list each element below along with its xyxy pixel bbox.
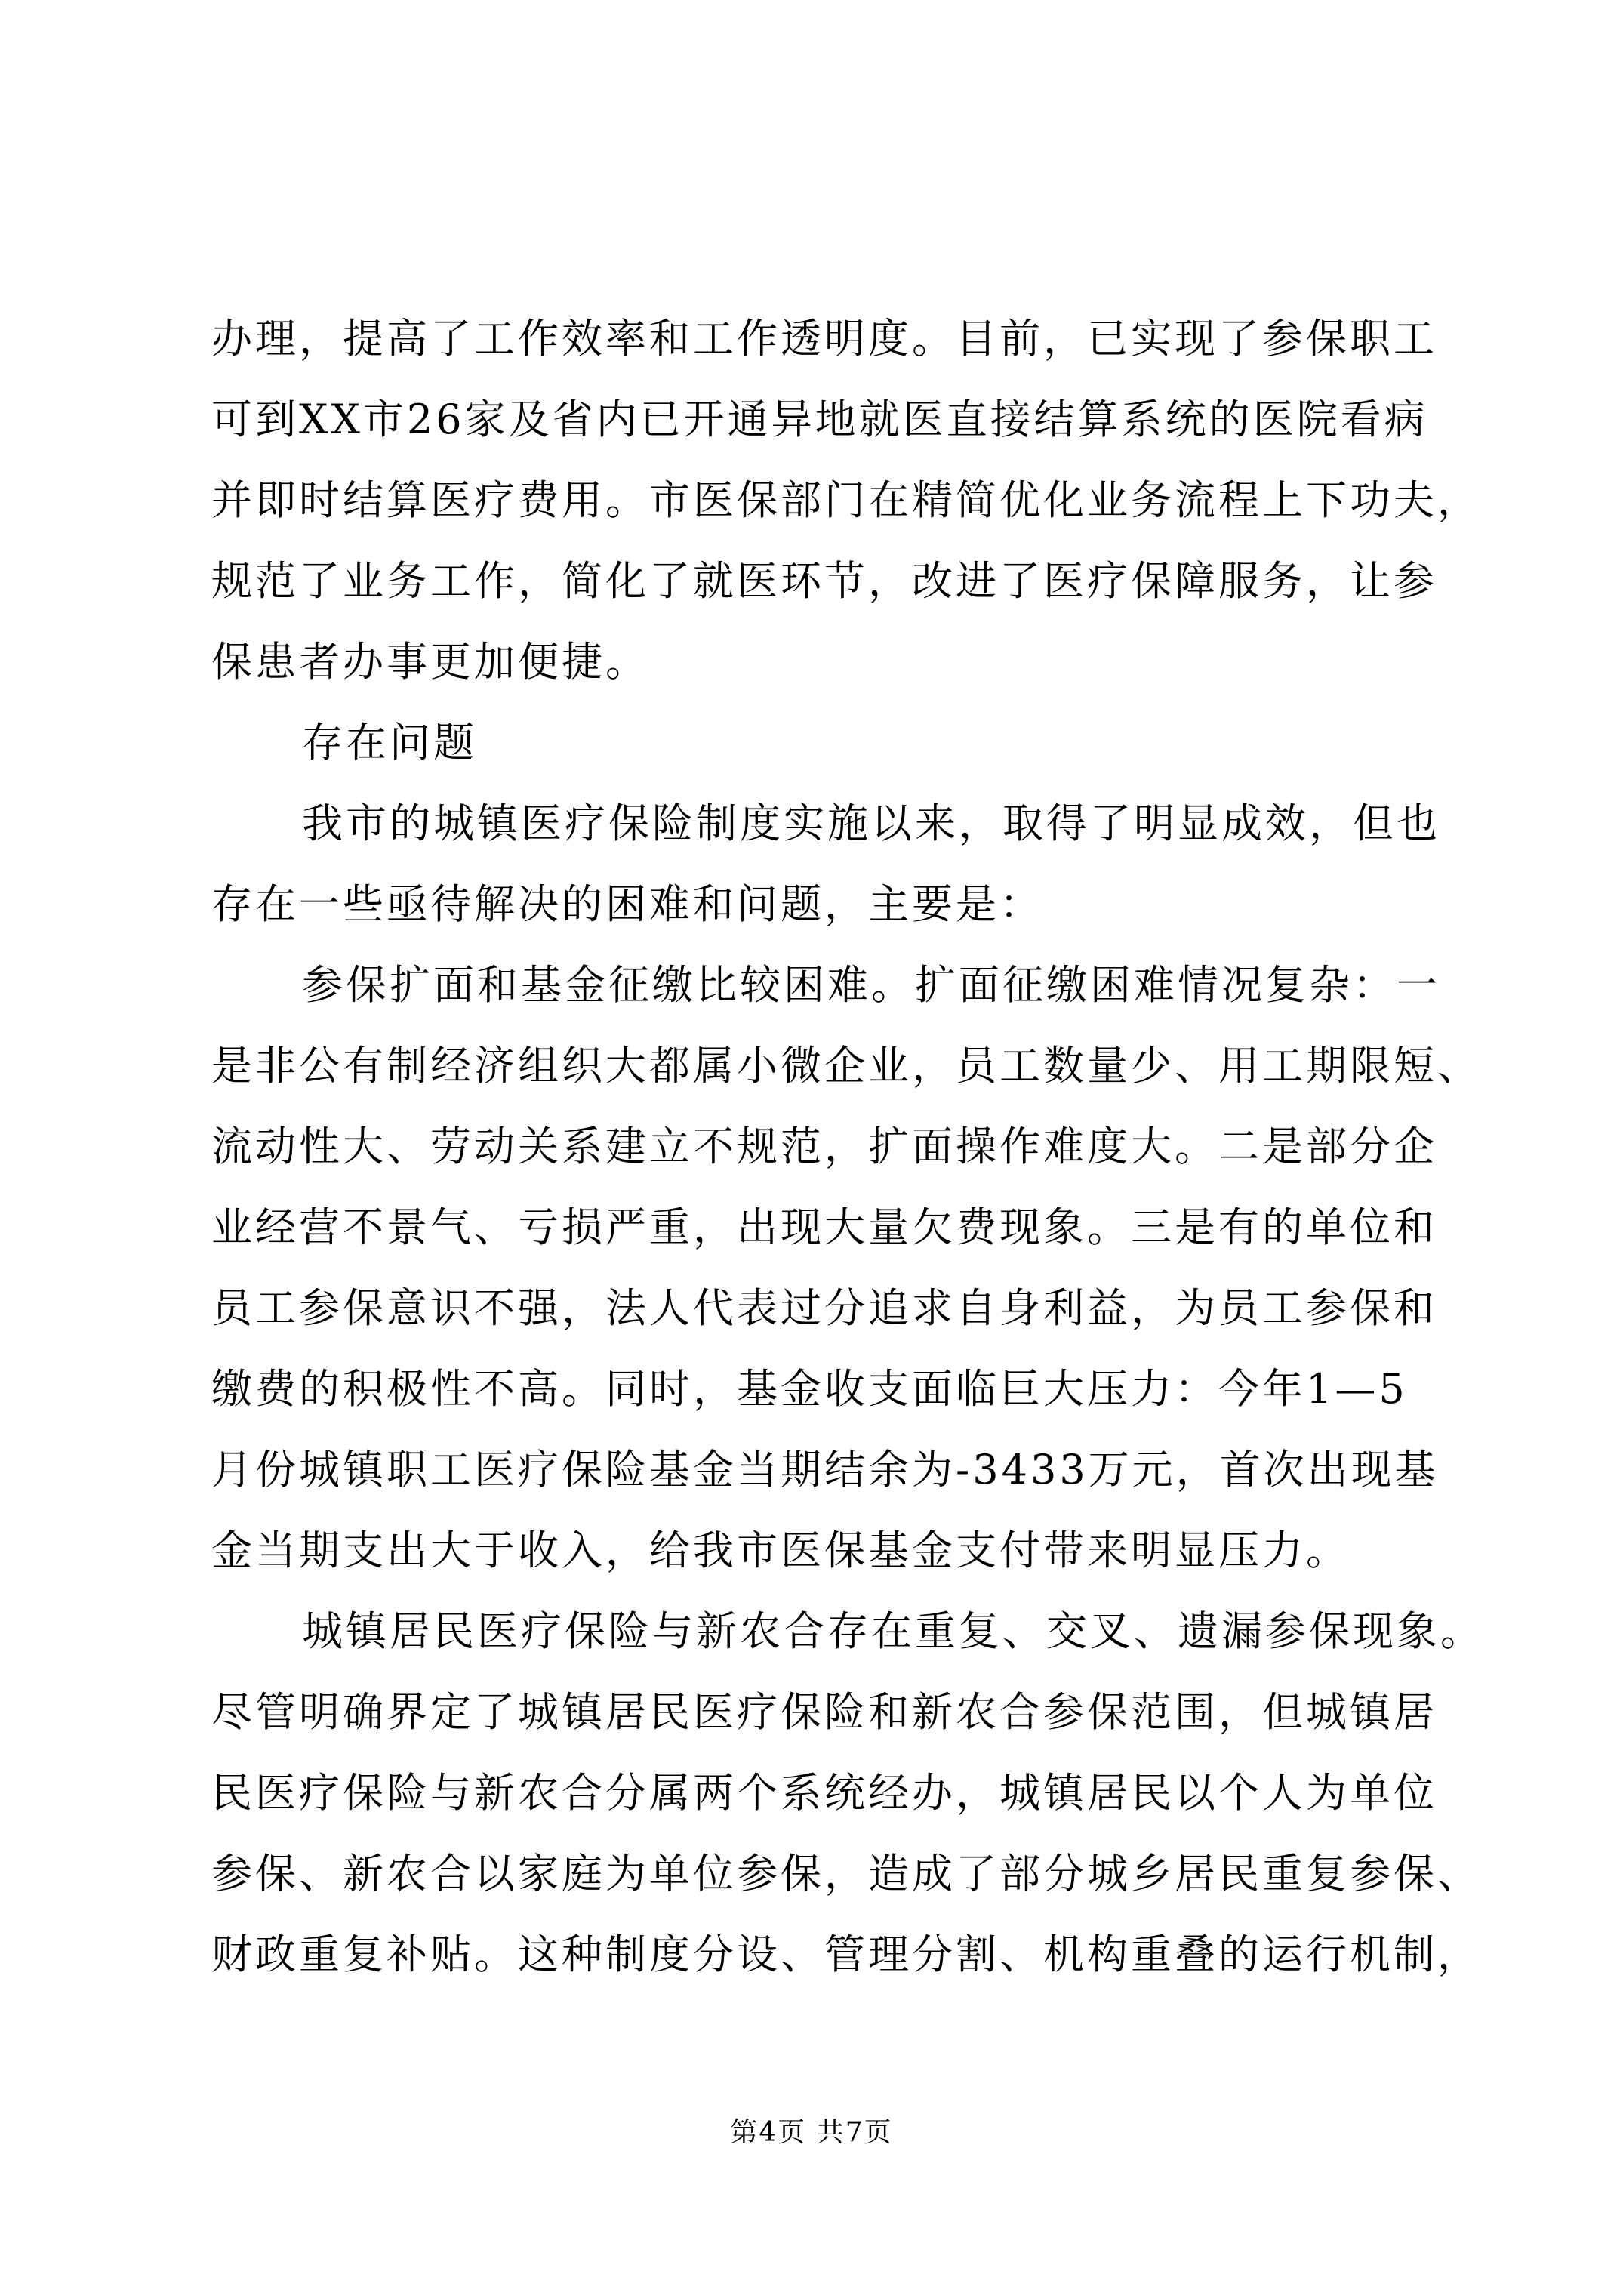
page-number-footer: 第4页 共7页 bbox=[730, 2117, 893, 2148]
text-line: 月份城镇职工医疗保险基金当期结余为-3433万元，首次出现基 bbox=[211, 1446, 1439, 1493]
text-line: 规范了业务工作，简化了就医环节，改进了医疗保障服务，让参 bbox=[211, 557, 1437, 605]
section-heading: 存在问题 bbox=[302, 719, 477, 766]
text-line: 可到XX市26家及省内已开通异地就医直接结算系统的医院看病 bbox=[211, 396, 1428, 443]
document-body bbox=[211, 298, 1495, 1995]
text-line: 城镇居民医疗保险与新农合存在重复、交叉、遗漏参保现象。 bbox=[302, 1607, 1484, 1655]
text-line: 员工参保意识不强，法人代表过分追求自身利益，为员工参保和 bbox=[211, 1284, 1437, 1332]
text-line: 金当期支出大于收入，给我市医保基金支付带来明显压力。 bbox=[211, 1527, 1350, 1574]
text-line: 并即时结算医疗费用。市医保部门在精简优化业务流程上下功夫， bbox=[211, 476, 1481, 524]
text-line: 我市的城镇医疗保险制度实施以来，取得了明显成效，但也 bbox=[302, 800, 1440, 847]
text-line: 尽管明确界定了城镇居民医疗保险和新农合参保范围，但城镇居 bbox=[211, 1688, 1437, 1736]
text-line: 办理，提高了工作效率和工作透明度。目前，已实现了参保职工 bbox=[211, 315, 1437, 362]
text-line: 参保扩面和基金征缴比较困难。扩面征缴困难情况复杂：一 bbox=[302, 961, 1440, 1009]
text-line: 是非公有制经济组织大都属小微企业，员工数量少、用工期限短、 bbox=[211, 1042, 1481, 1089]
text-line: 缴费的积极性不高。同时，基金收支面临巨大压力：今年1—5 bbox=[211, 1365, 1408, 1413]
text-line: 参保、新农合以家庭为单位参保，造成了部分城乡居民重复参保、 bbox=[211, 1850, 1481, 1897]
text-line: 业经营不景气、亏损严重，出现大量欠费现象。三是有的单位和 bbox=[211, 1203, 1437, 1251]
text-line: 财政重复补贴。这种制度分设、管理分割、机构重叠的运行机制， bbox=[211, 1931, 1481, 1978]
text-line: 流动性大、劳动关系建立不规范，扩面操作难度大。二是部分企 bbox=[211, 1123, 1437, 1170]
text-line: 民医疗保险与新农合分属两个系统经办，城镇居民以个人为单位 bbox=[211, 1769, 1437, 1817]
text-line: 保患者办事更加便捷。 bbox=[211, 638, 649, 686]
text-line: 存在一些亟待解决的困难和问题，主要是： bbox=[211, 880, 1043, 928]
